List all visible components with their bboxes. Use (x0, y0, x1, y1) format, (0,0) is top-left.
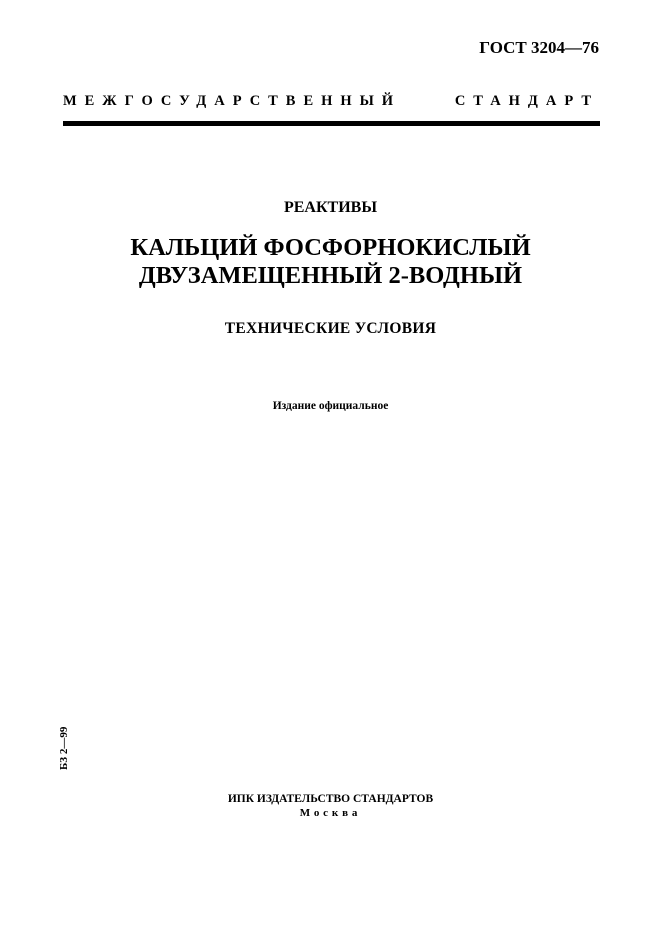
document-number: ГОСТ 3204—76 (479, 38, 599, 57)
edition-note: Издание официальное (272, 400, 389, 412)
title-line-1: КАЛЬЦИЙ ФОСФОРНОКИСЛЫЙ (130, 234, 531, 261)
title-line-2: ДВУЗАМЕЩЕННЫЙ 2-ВОДНЫЙ (138, 262, 523, 289)
standard-type-header: МЕЖГОСУДАРСТВЕННЫЙ СТАНДАРТ (63, 93, 599, 109)
publisher: ИПК ИЗДАТЕЛЬСТВО СТАНДАРТОВ (227, 793, 434, 805)
document-title (0, 234, 661, 290)
header-rule (63, 121, 600, 126)
document-subtitle: ТЕХНИЧЕСКИЕ УСЛОВИЯ (224, 320, 437, 337)
publisher-city: Москва (299, 807, 362, 819)
document-category: РЕАКТИВЫ (283, 199, 378, 216)
side-code: БЗ 2—99 (58, 726, 70, 770)
